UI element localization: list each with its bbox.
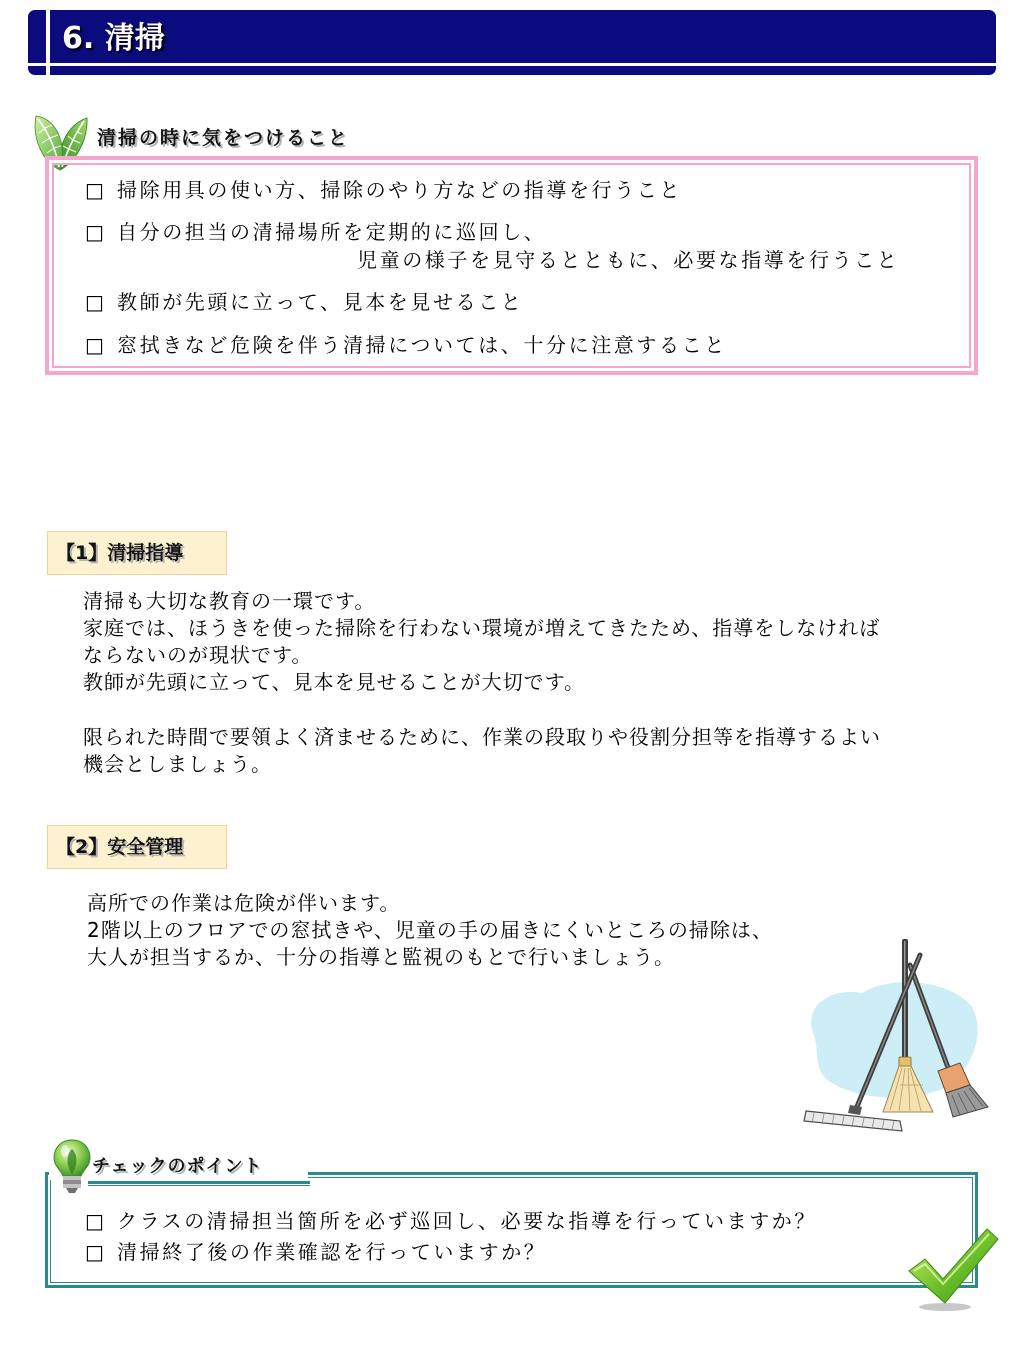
section-paragraph <box>87 890 773 971</box>
mop-and-broom-illustration <box>800 935 995 1140</box>
checkbox-icon: □ <box>85 220 104 244</box>
checkpoint-text: クラスの清掃担当箇所を必ず巡回し、必要な指導を行っていますか？ <box>117 1209 817 1233</box>
precautions-heading: 清掃の時に気をつけること <box>97 127 350 149</box>
precaution-item <box>49 176 974 204</box>
checkbox-icon: □ <box>85 290 104 314</box>
precaution-text: 教師が先頭に立って、見本を見せること <box>117 290 524 314</box>
checkbox-icon: □ <box>85 333 104 357</box>
section-paragraph <box>83 724 881 778</box>
paragraph-line: 清掃も大切な教育の一環です。 <box>83 589 376 613</box>
checkpoint-item <box>48 1238 975 1266</box>
precaution-item <box>49 218 974 246</box>
precaution-item <box>49 331 974 359</box>
precaution-text-continued: 児童の様子を見守るとともに、必要な指導を行うこと <box>357 248 900 272</box>
checkpoints-box <box>45 1172 978 1288</box>
section-label-safety-management <box>47 825 227 869</box>
section-label-cleaning-guidance <box>47 531 227 575</box>
paragraph-line: 高所での作業は危険が伴います。 <box>87 891 401 915</box>
precaution-item-continued <box>49 246 974 274</box>
checkpoints-heading: チェックのポイント <box>92 1156 263 1177</box>
paragraph-line: 限られた時間で要領よく済ませるために、作業の段取りや役割分担等を指導するよい <box>83 725 881 749</box>
checkpoints-heading-underline <box>88 1181 310 1186</box>
precaution-text: 自分の担当の清掃場所を定期的に巡回し、 <box>117 220 547 244</box>
checkpoint-item <box>48 1207 975 1235</box>
lightbulb-icon <box>52 1138 92 1196</box>
checkmark-icon <box>905 1225 1000 1313</box>
precaution-item <box>49 288 974 316</box>
checkpoint-text: 清掃終了後の作業確認を行っていますか？ <box>117 1240 547 1264</box>
page-title: 6. 清掃 <box>62 21 165 56</box>
precaution-text: 掃除用具の使い方、掃除のやり方などの指導を行うこと <box>117 178 682 202</box>
checkbox-icon: □ <box>85 1209 104 1233</box>
paragraph-line: 大人が担当するか、十分の指導と監視のもとで行いましょう。 <box>87 945 675 969</box>
checkbox-icon: □ <box>85 1240 104 1264</box>
paragraph-line: 2階以上のフロアでの窓拭きや、児童の手の届きにくいところの掃除は、 <box>87 918 773 942</box>
paragraph-line: 機会としましょう。 <box>83 752 272 776</box>
section-body-safety-management <box>87 890 773 971</box>
paragraph-line: 家庭では、ほうきを使った掃除を行わない環境が増えてきたため、指導をしなければ <box>83 616 881 640</box>
section-label-text: 【1】清掃指導 <box>56 542 184 564</box>
section-body-cleaning-guidance <box>83 588 881 778</box>
section-label-text: 【2】安全管理 <box>56 836 184 858</box>
header-divider-horizontal <box>28 63 996 66</box>
paragraph-line: ならないのが現状です。 <box>83 643 313 667</box>
section-paragraph <box>83 588 881 696</box>
page-header <box>28 10 996 75</box>
precaution-text: 窓拭きなど危険を伴う清掃については、十分に注意すること <box>117 333 727 357</box>
paragraph-line: 教師が先頭に立って、見本を見せることが大切です。 <box>83 670 585 694</box>
precautions-box <box>45 156 978 375</box>
checkbox-icon: □ <box>85 178 104 202</box>
